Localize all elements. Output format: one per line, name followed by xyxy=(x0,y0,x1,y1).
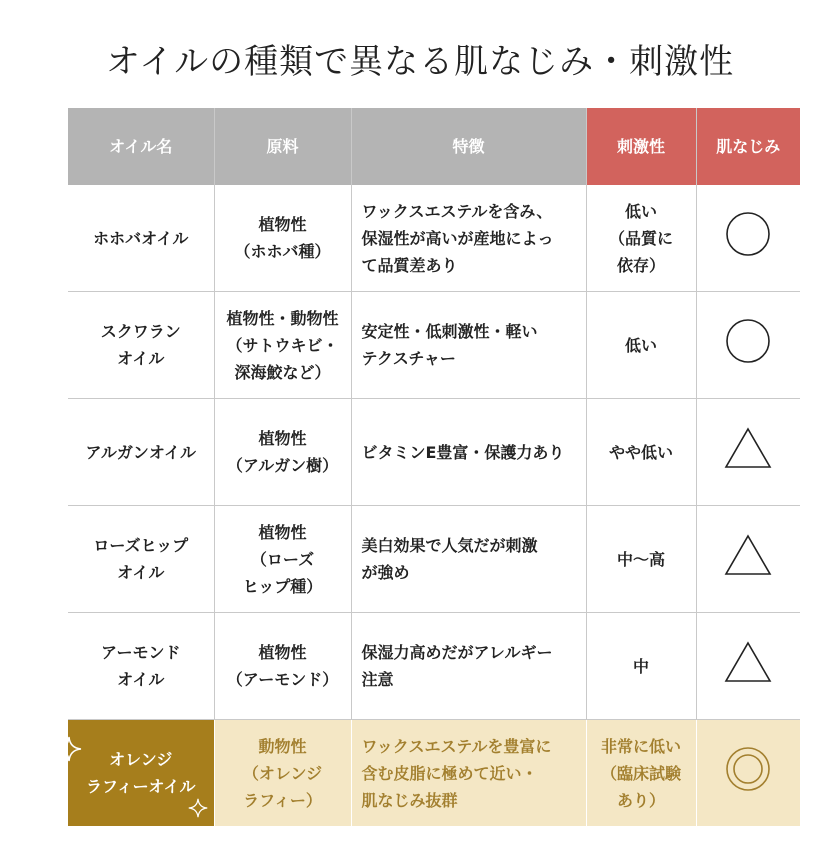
oil-source: 植物性 （ローズ ヒップ種） xyxy=(242,522,323,596)
sparkle-icon xyxy=(188,798,208,818)
header-irritation: 刺激性 xyxy=(586,108,696,185)
oil-irritation: 低い xyxy=(624,335,657,355)
oil-name: アルガンオイル xyxy=(85,442,197,462)
triangle-icon xyxy=(723,533,773,577)
circle-icon xyxy=(724,317,772,365)
oil-irritation: 中〜高 xyxy=(616,549,665,569)
table-row xyxy=(68,185,800,292)
oil-feature: 美白効果で人気だが刺激 が強め xyxy=(361,536,538,582)
oil-name: ローズヒップ オイル xyxy=(93,536,189,582)
oil-name: スクワラン オイル xyxy=(100,322,181,368)
triangle-icon xyxy=(723,640,773,684)
oil-source: 植物性・動物性 （サトウキビ・ 深海鮫など） xyxy=(226,308,339,382)
oil-feature: ビタミンE豊富・保護力あり xyxy=(361,442,565,462)
page-title: オイルの種類で異なる肌なじみ・刺激性 xyxy=(105,42,735,82)
oil-name: ホホバオイル xyxy=(93,228,189,248)
table-row xyxy=(68,506,800,613)
oil-name: アーモンド オイル xyxy=(100,643,181,689)
oil-irritation: 非常に低い （臨床試験 あり） xyxy=(600,736,681,810)
oil-feature: 安定性・低刺激性・軽い テクスチャー xyxy=(361,322,538,368)
header-skin-fit: 肌なじみ xyxy=(696,108,800,185)
triangle-icon xyxy=(723,426,773,470)
oil-name: オレンジ ラフィーオイル xyxy=(85,750,196,796)
header-feature: 特徴 xyxy=(351,108,586,185)
oil-source: 植物性 （ホホバ種） xyxy=(234,215,331,261)
table-row-highlighted xyxy=(68,720,800,827)
double-circle-icon xyxy=(724,745,772,793)
oil-source: 植物性 （アーモンド） xyxy=(226,643,339,689)
oil-feature: ワックスエステルを含み、 保湿性が高いが産地によっ て品質差あり xyxy=(361,201,554,275)
oil-feature: 保湿力高めだがアレルギー 注意 xyxy=(361,643,553,689)
header-source: 原料 xyxy=(214,108,351,185)
table-header-row xyxy=(68,108,800,185)
oil-irritation: 低い （品質に 依存） xyxy=(608,201,673,275)
oil-source: 動物性 （オレンジ ラフィー） xyxy=(242,736,323,810)
table-row xyxy=(68,613,800,720)
header-oil-name: オイル名 xyxy=(68,108,214,185)
sparkle-icon xyxy=(56,736,82,762)
table-row xyxy=(68,399,800,506)
oil-irritation: やや低い xyxy=(608,442,673,462)
table-row xyxy=(68,292,800,399)
comparison-table xyxy=(68,108,800,826)
oil-irritation: 中 xyxy=(632,656,649,676)
oil-feature: ワックスエステルを豊富に 含む皮脂に極めて近い・ 肌なじみ抜群 xyxy=(361,736,552,810)
circle-icon xyxy=(724,210,772,258)
oil-source: 植物性 （アルガン樹） xyxy=(226,429,339,475)
